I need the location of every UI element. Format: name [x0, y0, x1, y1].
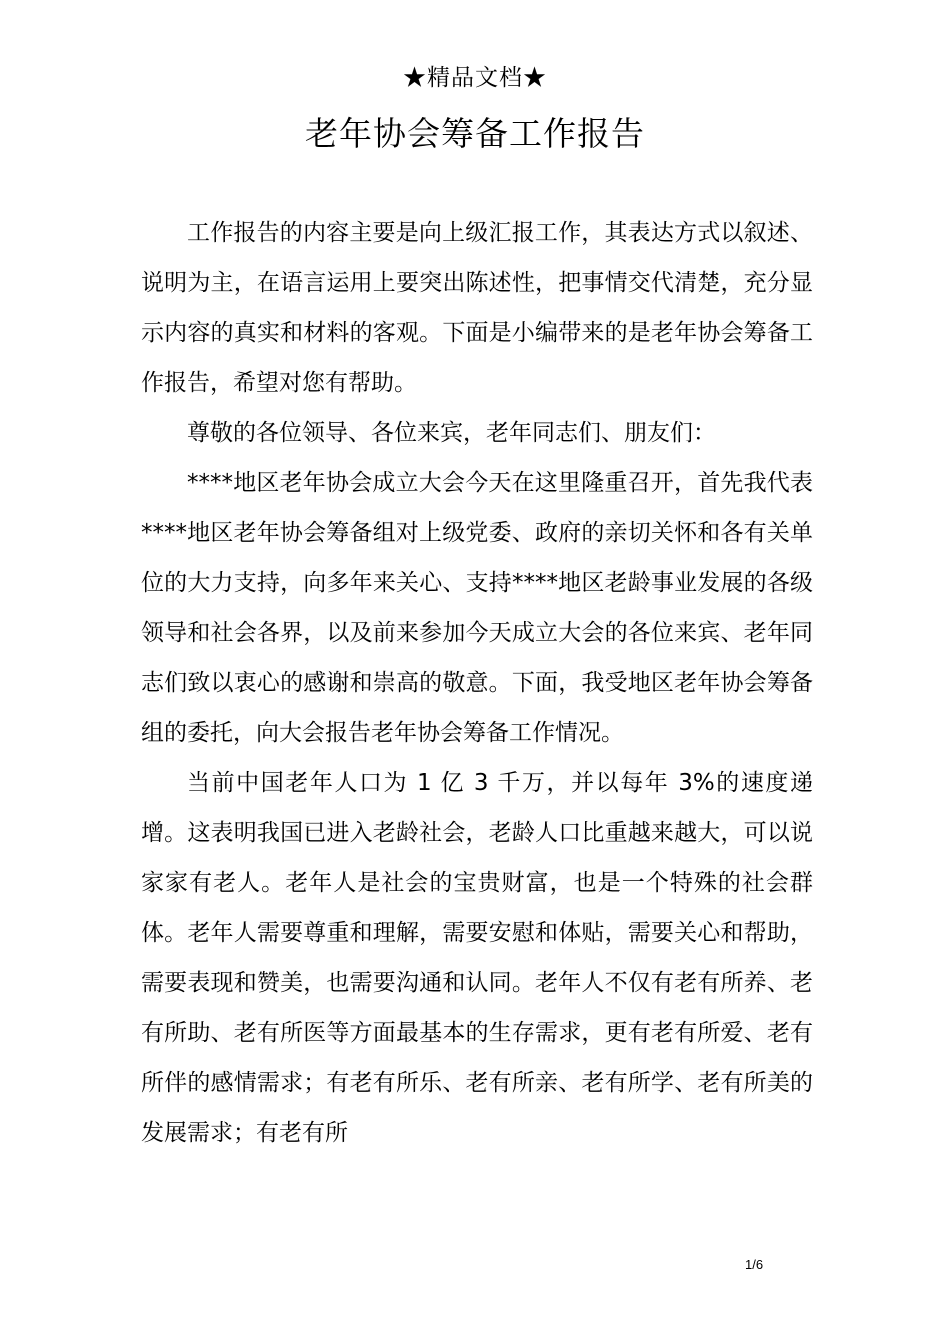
paragraph-intro: 工作报告的内容主要是向上级汇报工作，其表达方式以叙述、说明为主，在语言运用上要突出陈述性，把事情交代清楚，充分显示内容的真实和材料的客观。下面是小编带来的是老年协会筹备工作报告，希望对您有帮助。 [141, 220, 813, 396]
page-number: 1/6 [745, 1257, 764, 1272]
paragraph-salutation: 尊敬的各位领导、各位来宾，老年同志们、朋友们： [187, 420, 716, 446]
header-mark: ★精品文档★ [403, 65, 547, 91]
document-title: 老年协会筹备工作报告 [305, 114, 645, 153]
paragraph-background: 当前中国老年人口为 1 亿 3 千万，并以每年 3%的速度递增。这表明我国已进入老龄社会，老龄人口比重越来越大，可以说家家有老人。老年人是社会的宝贵财富，也是一个特殊的社会群体。老年人需要尊重和理解，需要安慰和体贴，需要关心和帮助，需要表现和赞美，也需要沟通和认同。老年人不仅有老有所养、老有所助、老有所医等方面最基本的生存需求，更有老有所爱、老有所伴的感情需求；有老有所乐、老有所亲、老有所学、老有所美的发展需求；有老有所 [141, 770, 813, 1146]
paragraph-opening: ****地区老年协会成立大会今天在这里隆重召开，首先我代表****地区老年协会筹备组对上级党委、政府的亲切关怀和各有关单位的大力支持，向多年来关心、支持****地区老龄事业发展的各级领导和社会各界，以及前来参加今天成立大会的各位来宾、老年同志们致以衷心的感谢和崇高的敬意。下面，我受地区老年协会筹备组的委托，向大会报告老年协会筹备工作情况。 [141, 470, 813, 746]
document-body [141, 208, 813, 1158]
